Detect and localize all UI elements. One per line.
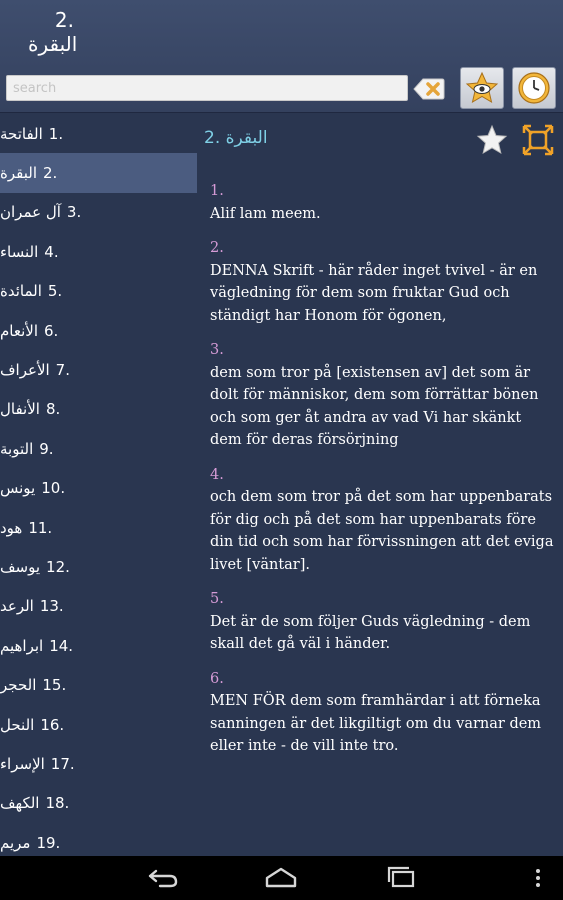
chapter-item[interactable]	[0, 587, 197, 626]
verse-text: dem som tror på [existensen av] det som är dolt för människor, dem som förrättar bönen och som ger åt andra av vad Vi har skänkt dem för deras försörjning	[210, 364, 539, 448]
chapter-item[interactable]	[0, 193, 197, 232]
surah-title-number: 2.	[54, 8, 74, 32]
chapter-name: ابراهيم	[0, 636, 44, 655]
star-eye-icon	[464, 71, 500, 105]
verse-number: 6.	[210, 670, 224, 687]
home-icon	[261, 864, 301, 892]
verse-number: 5.	[210, 591, 224, 607]
chapter-item[interactable]	[0, 272, 197, 311]
chapter-name: الرعد	[0, 597, 34, 616]
chapter-name: مريم	[0, 833, 31, 852]
home-button[interactable]	[261, 864, 301, 892]
chapter-number: 12.	[46, 557, 70, 576]
verse-text: och dem som tror på det som har uppenbarats för dig och på det som har uppenbarats före din tid och som har förvissningen att det eviga livet [väntar].	[210, 489, 554, 573]
app-header	[0, 0, 563, 113]
chapter-item[interactable]	[0, 469, 197, 508]
clock-icon	[517, 71, 551, 105]
chapter-name: الحجر	[0, 676, 37, 695]
bookmark-button[interactable]	[476, 124, 508, 156]
history-button[interactable]	[512, 67, 556, 109]
chapter-number: 3.	[66, 203, 82, 222]
chapter-number: 14.	[49, 636, 74, 655]
chapter-name: هود	[0, 518, 23, 537]
clear-search-button[interactable]	[413, 76, 445, 102]
chapter-item[interactable]	[0, 311, 197, 350]
chapter-item[interactable]	[0, 232, 197, 271]
chapter-number: 9.	[39, 439, 54, 458]
chapter-number: 4.	[44, 242, 59, 261]
chapter-name: الأنعام	[0, 321, 38, 340]
chapter-item[interactable]	[0, 350, 197, 389]
chapter-item[interactable]	[0, 390, 197, 429]
chapter-number: 16.	[40, 715, 65, 734]
verse-number: 1.	[210, 183, 224, 199]
chapter-name: الأعراف	[0, 361, 50, 380]
chapter-number: 19.	[36, 833, 61, 852]
chapter-number: 13.	[39, 597, 64, 616]
surah-title	[28, 8, 78, 56]
chapter-item[interactable]	[0, 114, 197, 153]
verse[interactable]	[210, 237, 556, 327]
chapter-item[interactable]	[0, 744, 197, 783]
chapter-number: 5.	[47, 282, 63, 301]
favorites-button[interactable]	[460, 67, 504, 109]
chapter-number: 7.	[55, 361, 70, 380]
verse-text: Alif lam meem.	[210, 205, 321, 222]
chapter-item[interactable]	[0, 665, 197, 704]
chapter-item[interactable]	[0, 508, 197, 547]
verse[interactable]	[210, 588, 556, 656]
chapter-name: النحل	[0, 715, 35, 734]
verse-text: MEN FÖR dem som framhärdar i att förneka sanningen är det likgiltigt om du varnar dem eller inte - de vill inte tro.	[210, 693, 542, 754]
chapter-item[interactable]	[0, 823, 197, 856]
back-icon	[142, 864, 182, 892]
chapter-list[interactable]	[0, 114, 197, 856]
chapter-number: 8.	[45, 400, 61, 419]
overflow-menu-icon	[530, 864, 546, 892]
system-nav-bar	[0, 856, 563, 900]
chapter-number: 15.	[42, 676, 67, 695]
chapter-name: التوبة	[0, 439, 34, 458]
verse-list	[210, 180, 556, 770]
fullscreen-icon	[522, 124, 554, 156]
chapter-item[interactable]	[0, 705, 197, 744]
chapter-number: 1.	[48, 124, 64, 143]
verse[interactable]	[210, 668, 556, 758]
chapter-number: 2.	[43, 164, 58, 183]
chapter-name: البقرة	[0, 164, 37, 183]
overflow-menu-button[interactable]	[530, 864, 546, 892]
verse-text: Det är de som följer Guds vägledning - dem skall det gå väl i händer.	[210, 613, 531, 652]
chapter-item[interactable]	[0, 429, 197, 468]
verse-number: 4.	[210, 466, 224, 483]
verse-text: DENNA Skrift - här råder inget tvivel - är en vägledning för dem som fruktar Gud och ständigt har Honom för ögonen,	[210, 262, 538, 324]
chapter-number: 6.	[44, 321, 59, 340]
chapter-name: آل عمران	[0, 203, 61, 222]
chapter-item[interactable]	[0, 784, 197, 823]
recent-apps-icon	[381, 864, 421, 892]
chapter-name: الفاتحة	[0, 124, 43, 143]
verse[interactable]	[210, 339, 556, 452]
chapter-name: يوسف	[0, 557, 41, 576]
chapter-name: المائدة	[0, 282, 42, 301]
surah-heading: 2. البقرة	[204, 128, 268, 148]
chapter-item[interactable]	[0, 153, 197, 192]
star-icon	[476, 124, 508, 156]
chapter-item[interactable]	[0, 547, 197, 586]
back-button[interactable]	[142, 864, 182, 892]
chapter-name: النساء	[0, 242, 39, 261]
chapter-name: الأنفال	[0, 400, 40, 419]
chapter-name: الكهف	[0, 794, 40, 813]
verse[interactable]	[210, 464, 556, 577]
fullscreen-button[interactable]	[522, 124, 554, 156]
chapter-item[interactable]	[0, 626, 197, 665]
verse-number: 2.	[210, 240, 224, 256]
chapter-number: 17.	[50, 754, 75, 773]
chapter-number: 11.	[28, 518, 53, 537]
verse-number: 3.	[210, 342, 224, 358]
verse[interactable]	[210, 180, 556, 225]
chapter-number: 10.	[41, 479, 66, 498]
chapter-number: 18.	[45, 794, 70, 813]
surah-content	[200, 114, 563, 856]
surah-title-name: البقرة	[28, 32, 78, 56]
search-input[interactable]	[6, 75, 408, 101]
chapter-name: يونس	[0, 479, 36, 498]
backspace-clear-icon	[413, 76, 445, 102]
chapter-name: الإسراء	[0, 754, 45, 773]
recent-apps-button[interactable]	[381, 864, 421, 892]
